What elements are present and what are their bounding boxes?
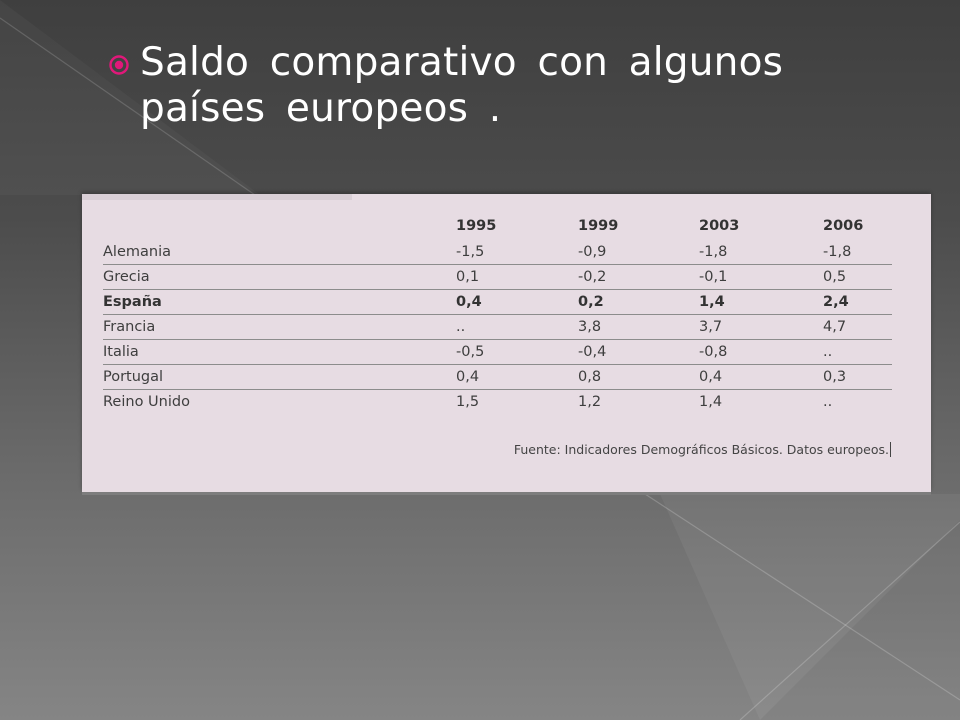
row-country: Portugal [103, 365, 456, 390]
data-table-panel [82, 194, 931, 492]
row-country: Alemania [103, 240, 456, 265]
migration-balance-table [103, 212, 892, 414]
circle-bullet-icon [108, 54, 130, 76]
row-value: -0,2 [578, 265, 699, 290]
title-bullet [108, 40, 908, 132]
row-value: -1,8 [699, 240, 823, 265]
row-value: 1,2 [578, 394, 602, 410]
row-value: -0,8 [699, 340, 823, 365]
row-value: 1,4 [699, 394, 723, 410]
table-row [103, 290, 892, 315]
row-value: 1,5 [456, 394, 480, 410]
row-value: 0,8 [578, 365, 699, 390]
row-country: Francia [103, 315, 456, 340]
row-value: 3,8 [578, 315, 699, 340]
row-value: -1,8 [823, 240, 892, 265]
row-value: .. [456, 315, 578, 340]
row-country: España [103, 290, 456, 315]
table-row [103, 240, 892, 265]
row-country: Grecia [103, 265, 456, 290]
row-value: -1,5 [456, 240, 578, 265]
table-row [103, 265, 892, 290]
row-value: 0,1 [456, 265, 578, 290]
table-row [103, 315, 892, 340]
header-year-2006: 2006 [823, 218, 864, 234]
row-country: Italia [103, 340, 456, 365]
row-value: 0,4 [456, 365, 578, 390]
slide-title: Saldo comparativo con algunos países europeos . [140, 40, 784, 131]
row-value: 0,5 [823, 265, 892, 290]
table-header-row [103, 212, 892, 240]
row-value: -0,5 [456, 340, 578, 365]
row-value: 2,4 [823, 290, 892, 315]
header-country [103, 212, 456, 240]
row-country: Reino Unido [103, 394, 190, 410]
row-value: 3,7 [699, 315, 823, 340]
row-value: 0,4 [456, 290, 578, 315]
row-value: 0,3 [823, 365, 892, 390]
row-value: 4,7 [823, 315, 892, 340]
row-value: -0,9 [578, 240, 699, 265]
row-value: -0,4 [578, 340, 699, 365]
table-row [103, 390, 892, 415]
header-year-1995: 1995 [456, 218, 497, 234]
row-value: 0,2 [578, 290, 699, 315]
header-year-2003: 2003 [699, 218, 740, 234]
row-value: .. [823, 394, 833, 410]
row-value: .. [823, 340, 892, 365]
table-row [103, 340, 892, 365]
header-year-1999: 1999 [578, 218, 619, 234]
table-row [103, 365, 892, 390]
row-value: 0,4 [699, 365, 823, 390]
table-source-note: Fuente: Indicadores Demográficos Básicos. Datos europeos. [513, 442, 889, 457]
row-value: 1,4 [699, 290, 823, 315]
row-value: -0,1 [699, 265, 823, 290]
